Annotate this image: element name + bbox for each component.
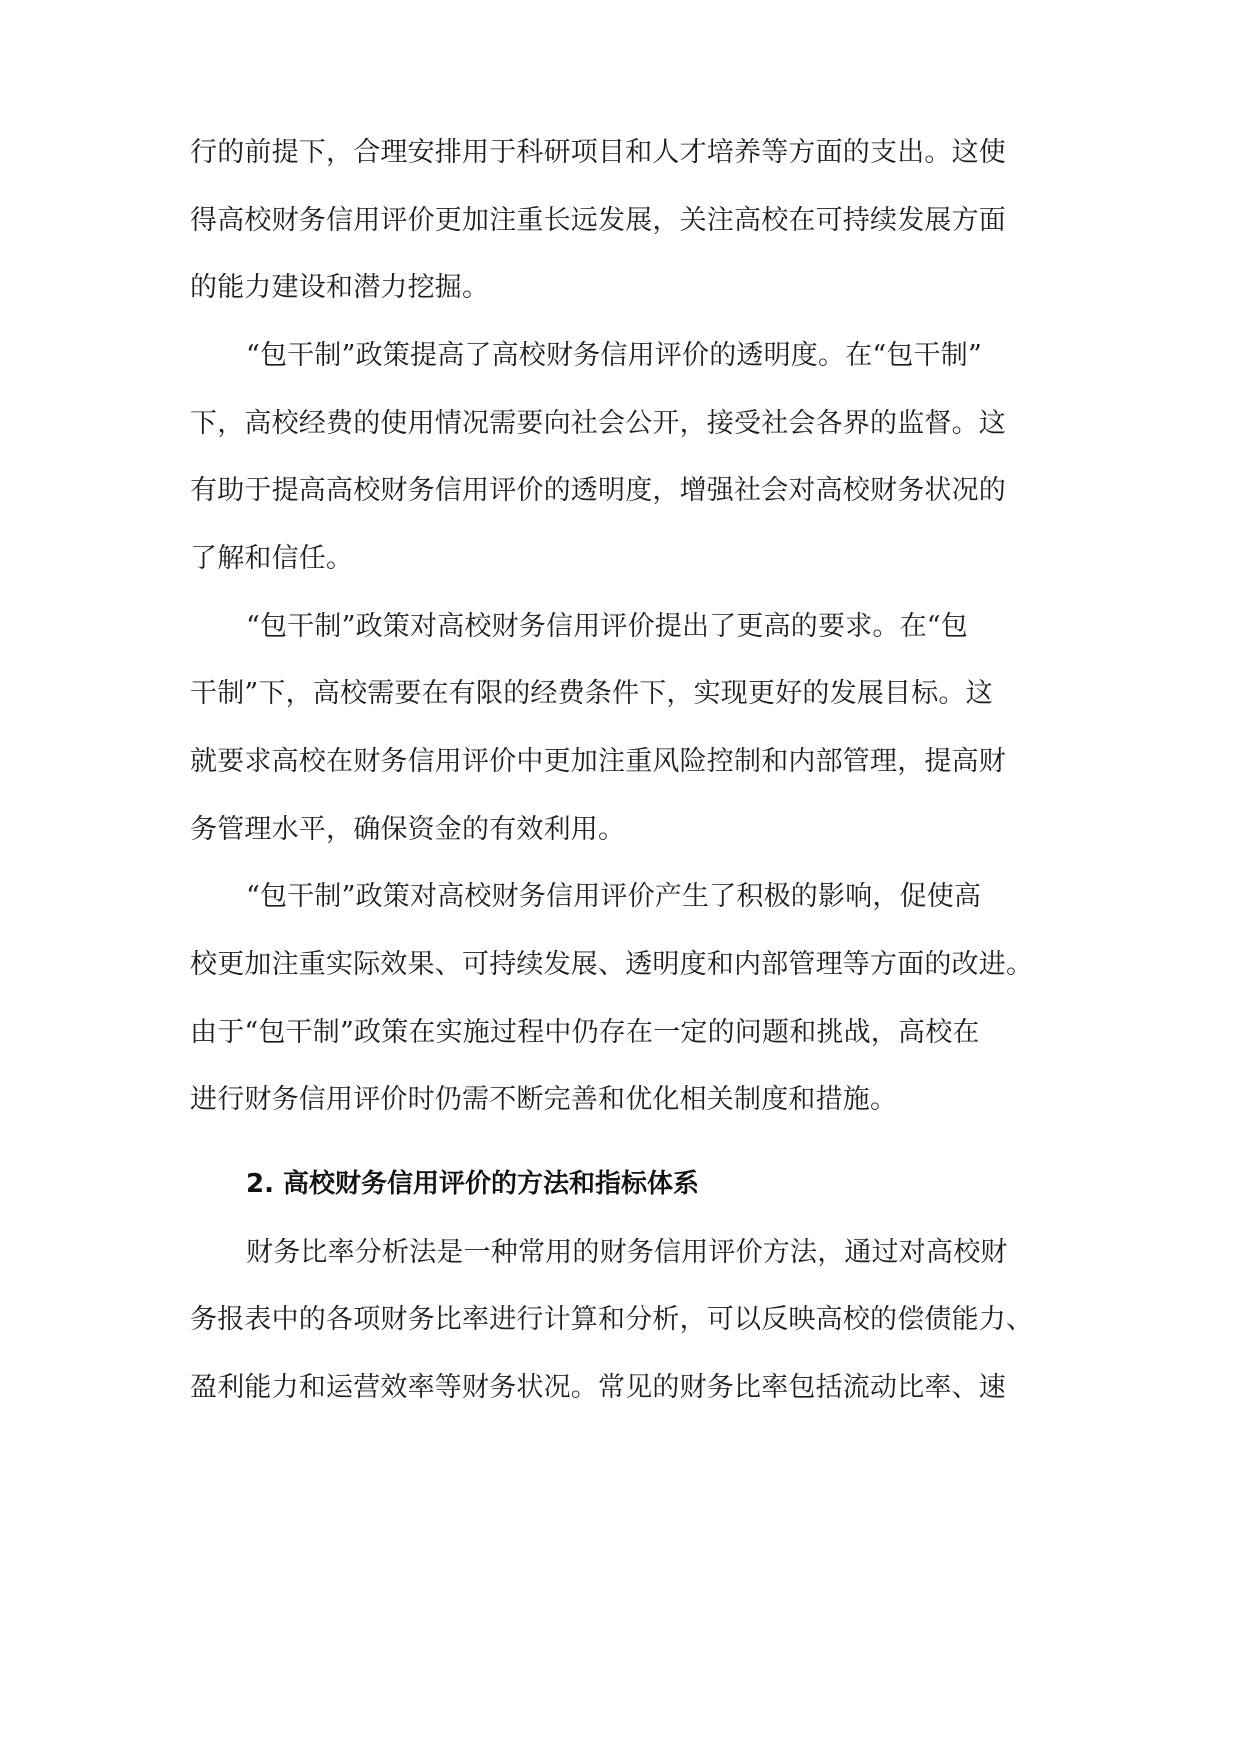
paragraph-2-line-1: “包干制”政策提高了高校财务信用评价的透明度。在“包干制” xyxy=(246,340,983,371)
paragraph-3-line-1: “包干制”政策对高校财务信用评价提出了更高的要求。在“包 xyxy=(246,611,969,642)
paragraph-4-line-2: 校更加注重实际效果、可持续发展、透明度和内部管理等方面的改进。 xyxy=(190,949,1034,980)
paragraph-3-line-3: 就要求高校在财务信用评价中更加注重风险控制和内部管理，提高财 xyxy=(190,746,1006,777)
paragraph-1-line-3: 的能力建设和潜力挖掘。 xyxy=(190,272,490,303)
section-paragraph-line-3: 盈利能力和运营效率等财务状况。常见的财务比率包括流动比率、速 xyxy=(190,1372,1006,1403)
section-heading: 2. 高校财务信用评价的方法和指标体系 xyxy=(246,1169,700,1199)
paragraph-2-line-3: 有助于提高高校财务信用评价的透明度，增强社会对高校财务状况的 xyxy=(190,475,1006,506)
section-paragraph-line-1: 财务比率分析法是一种常用的财务信用评价方法，通过对高校财 xyxy=(246,1237,1008,1268)
paragraph-4-line-3: 由于“包干制”政策在实施过程中仍存在一定的问题和挑战，高校在 xyxy=(190,1017,980,1048)
section-paragraph-line-2: 务报表中的各项财务比率进行计算和分析，可以反映高校的偿债能力、 xyxy=(190,1304,1034,1335)
paragraph-2-line-4: 了解和信任。 xyxy=(190,543,354,574)
paragraph-2-line-2: 下，高校经费的使用情况需要向社会公开，接受社会各界的监督。这 xyxy=(190,408,1006,439)
paragraph-3-line-2: 干制”下，高校需要在有限的经费条件下，实现更好的发展目标。这 xyxy=(190,678,993,709)
paragraph-4-line-4: 进行财务信用评价时仍需不断完善和优化相关制度和措施。 xyxy=(190,1084,898,1115)
paragraph-1-line-2: 得高校财务信用评价更加注重长远发展，关注高校在可持续发展方面 xyxy=(190,205,1006,236)
paragraph-3-line-4: 务管理水平，确保资金的有效利用。 xyxy=(190,814,626,845)
paragraph-1-line-1: 行的前提下，合理安排用于科研项目和人才培养等方面的支出。这使 xyxy=(190,137,1006,168)
paragraph-4-line-1: “包干制”政策对高校财务信用评价产生了积极的影响，促使高 xyxy=(246,881,982,912)
